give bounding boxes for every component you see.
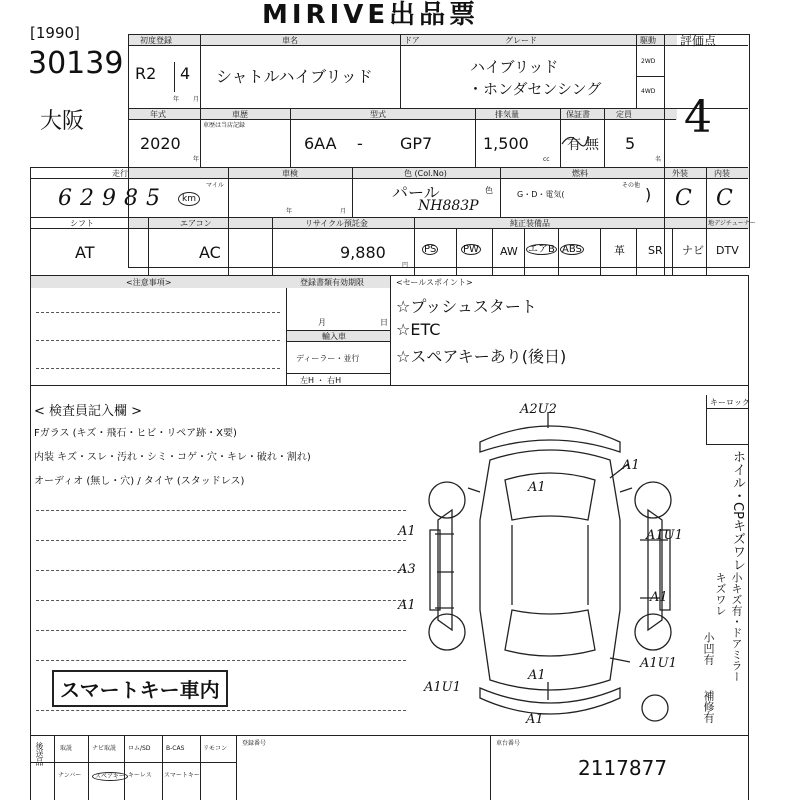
footer-item-spare-key: スペアキー bbox=[92, 772, 128, 781]
label-inspector: < 検査員記入欄 > bbox=[34, 404, 143, 419]
label-capacity: 定員 bbox=[616, 110, 632, 119]
type-dash: - bbox=[357, 134, 363, 153]
fuel-options: G・D・電気( bbox=[517, 190, 565, 199]
grade-line2: ・ホンダセンシング bbox=[468, 80, 602, 98]
label-inspection: 車検 bbox=[282, 169, 298, 178]
label-shift: シフト bbox=[70, 219, 94, 228]
warranty-scribble bbox=[560, 130, 590, 152]
label-keylock: キーロック bbox=[710, 398, 750, 407]
year-tag: [1990] bbox=[30, 24, 80, 42]
mileage-unit: km bbox=[178, 192, 200, 206]
footer-item-smart-key: スマートキー bbox=[164, 772, 200, 779]
year-suffix: 年 bbox=[173, 96, 180, 103]
footer-item-keyless: キーレス bbox=[128, 772, 152, 779]
label-tuner: 地デジチューナー bbox=[708, 220, 756, 227]
inspection-year: 年 bbox=[286, 208, 293, 215]
label-warranty: 保証書 bbox=[566, 110, 590, 119]
label-score: 評価点 bbox=[680, 34, 717, 48]
label-equipment: 純正装備品 bbox=[510, 219, 550, 228]
footer-item-remote: リモコン bbox=[203, 745, 228, 752]
footer-item-navi-manual: ナビ取説 bbox=[92, 745, 117, 752]
equip-pw: PW bbox=[463, 244, 479, 255]
label-sales-points: <セールスポイント> bbox=[396, 278, 473, 287]
damage-mark-left-front-door: A1 bbox=[398, 524, 416, 539]
label-mileage: 走行 bbox=[112, 169, 128, 178]
grade-line1: ハイブリッド bbox=[470, 58, 559, 76]
drive-2wd: 2WD bbox=[641, 58, 656, 65]
drive-4wd: 4WD bbox=[641, 88, 656, 95]
label-exterior: 外装 bbox=[672, 169, 688, 178]
note-interior: 内装 キズ・スレ・汚れ・シミ・コゲ・穴・キレ・破れ・割れ) bbox=[34, 452, 311, 463]
capacity-unit: 名 bbox=[655, 156, 662, 163]
label-history: 車歴 bbox=[232, 110, 248, 119]
label-interior: 内装 bbox=[714, 169, 730, 178]
label-history-sub: 車歴は当店記録 bbox=[203, 122, 246, 129]
mileage-value: 62985 bbox=[58, 186, 168, 211]
label-reg-no: 登録番号 bbox=[242, 740, 267, 747]
model-year-suffix: 年 bbox=[193, 156, 200, 163]
legend-small-dent: 小凹有 bbox=[702, 632, 715, 665]
exterior-grade: C bbox=[675, 186, 692, 211]
cc-unit: cc bbox=[543, 156, 550, 163]
label-chassis-no: 車台番号 bbox=[496, 740, 521, 747]
label-type: 型式 bbox=[370, 110, 386, 119]
recycle-unit: 円 bbox=[402, 262, 409, 269]
color-name: パール bbox=[392, 183, 440, 202]
equip-leather: 革 bbox=[614, 244, 625, 257]
smart-key-note: スマートキー車内 bbox=[52, 670, 228, 707]
reg-day: 日 bbox=[380, 318, 388, 327]
equipment-row bbox=[420, 240, 750, 270]
interior-grade: C bbox=[716, 186, 733, 211]
displacement: 1,500 bbox=[483, 134, 529, 153]
color-mark: 色 bbox=[485, 186, 493, 195]
fuel-close-paren: ) bbox=[645, 185, 652, 204]
label-displacement: 排気量 bbox=[495, 110, 519, 119]
label-reg-deadline: 登録書類有効期限 bbox=[300, 278, 364, 287]
damage-mark-front-bumper: A2U2 bbox=[520, 402, 557, 417]
fuel-other: その他 bbox=[622, 182, 641, 189]
mile-label: マイル bbox=[206, 182, 224, 189]
label-model-name: 車名 bbox=[282, 36, 298, 45]
lot-number: 30139 bbox=[28, 46, 124, 81]
equip-abs: ABS bbox=[562, 244, 582, 255]
legend-small-scratch: 小キズ有・ドアミラーキズワレ bbox=[714, 572, 743, 682]
label-drive: 駆動 bbox=[640, 36, 656, 45]
first-reg-month: 4 bbox=[180, 64, 191, 83]
evaluation-score: 4 bbox=[684, 92, 712, 143]
sales-point-1: ☆プッシュスタート bbox=[396, 297, 537, 316]
equip-sunroof: SR bbox=[648, 244, 663, 257]
damage-mark-right-front-door: A1U1 bbox=[646, 528, 683, 543]
steering-side: 左H ・ 右H bbox=[300, 376, 342, 385]
shift-value: AT bbox=[75, 243, 95, 262]
damage-mark-rear-right-quarter: A1U1 bbox=[640, 656, 677, 671]
footer-item-rom-sd: ロム/SD bbox=[128, 745, 151, 752]
footer-item-bcas: B-CAS bbox=[166, 745, 185, 752]
sheet-title: MIRIVE出品票 bbox=[262, 0, 480, 30]
label-aircon: エアコン bbox=[180, 219, 212, 228]
label-import: 輸入車 bbox=[322, 332, 346, 341]
vehicle-name: シャトルハイブリッド bbox=[216, 67, 373, 86]
sales-point-2: ☆ETC bbox=[396, 320, 441, 339]
label-model-year: 年式 bbox=[150, 110, 166, 119]
first-reg-era: R2 bbox=[135, 64, 157, 83]
equip-ps: PS bbox=[424, 244, 437, 255]
type-code: GP7 bbox=[400, 134, 433, 153]
inspection-month: 月 bbox=[340, 208, 347, 215]
legend-repair: 補修有 bbox=[702, 690, 715, 723]
label-first-reg: 初度登録 bbox=[140, 36, 172, 45]
equip-airbag: エアB bbox=[528, 244, 555, 255]
label-door: ドア bbox=[404, 36, 420, 45]
dealer-parallel: ディーラー・並行 bbox=[296, 354, 360, 363]
footer-item-manual: 取説 bbox=[60, 745, 73, 752]
model-year: 2020 bbox=[140, 134, 181, 153]
color-code: NH883P bbox=[418, 198, 479, 214]
damage-mark-rear-bumper: A1 bbox=[526, 712, 544, 727]
damage-mark-trunk: A1 bbox=[528, 668, 546, 683]
warranty-no: 無 bbox=[585, 137, 599, 153]
month-suffix: 月 bbox=[193, 96, 200, 103]
type-prefix: 6AA bbox=[304, 134, 337, 153]
aircon-value: AC bbox=[199, 243, 221, 262]
label-color: 色 (Col.No) bbox=[404, 169, 447, 178]
equip-navi: ナビ bbox=[682, 244, 704, 257]
recycle-value: 9,880 bbox=[340, 243, 386, 262]
label-fuel: 燃料 bbox=[572, 169, 588, 178]
damage-mark-left-sill: A3 bbox=[398, 562, 416, 577]
footer-item-number-plate: ナンバー bbox=[58, 772, 82, 779]
auction-location: 大阪 bbox=[40, 109, 85, 134]
equip-dtv: DTV bbox=[716, 244, 739, 257]
reg-month: 月 bbox=[318, 318, 326, 327]
damage-mark-left-rear-door: A1 bbox=[398, 598, 416, 613]
label-grade: グレード bbox=[505, 36, 537, 45]
note-audio: オーディオ (無し・穴) / タイヤ (スタッドレス) bbox=[34, 476, 245, 487]
label-notes: <注意事項> bbox=[126, 278, 172, 287]
legend-wheel: ホイル・CPキズワレ bbox=[730, 450, 745, 571]
label-doc-header: 後送品 bbox=[35, 742, 44, 766]
note-glass: Fガラス (キズ・飛石・ヒビ・リペア跡・X要) bbox=[34, 428, 237, 439]
damage-mark-hood: A1 bbox=[528, 480, 546, 495]
warranty-yes: 有 bbox=[567, 137, 581, 153]
damage-mark-rear-left-quarter: A1U1 bbox=[424, 680, 461, 695]
equip-aw: AW bbox=[500, 245, 518, 258]
label-recycle: リサイクル預託金 bbox=[305, 219, 368, 228]
damage-mark-right-rear-door: A1 bbox=[650, 590, 668, 605]
damage-mark-front-right-fender: A1 bbox=[622, 458, 640, 473]
chassis-number: 2117877 bbox=[578, 756, 668, 780]
sales-point-3: ☆スペアキーあり(後日) bbox=[396, 347, 567, 366]
capacity: 5 bbox=[625, 134, 636, 153]
